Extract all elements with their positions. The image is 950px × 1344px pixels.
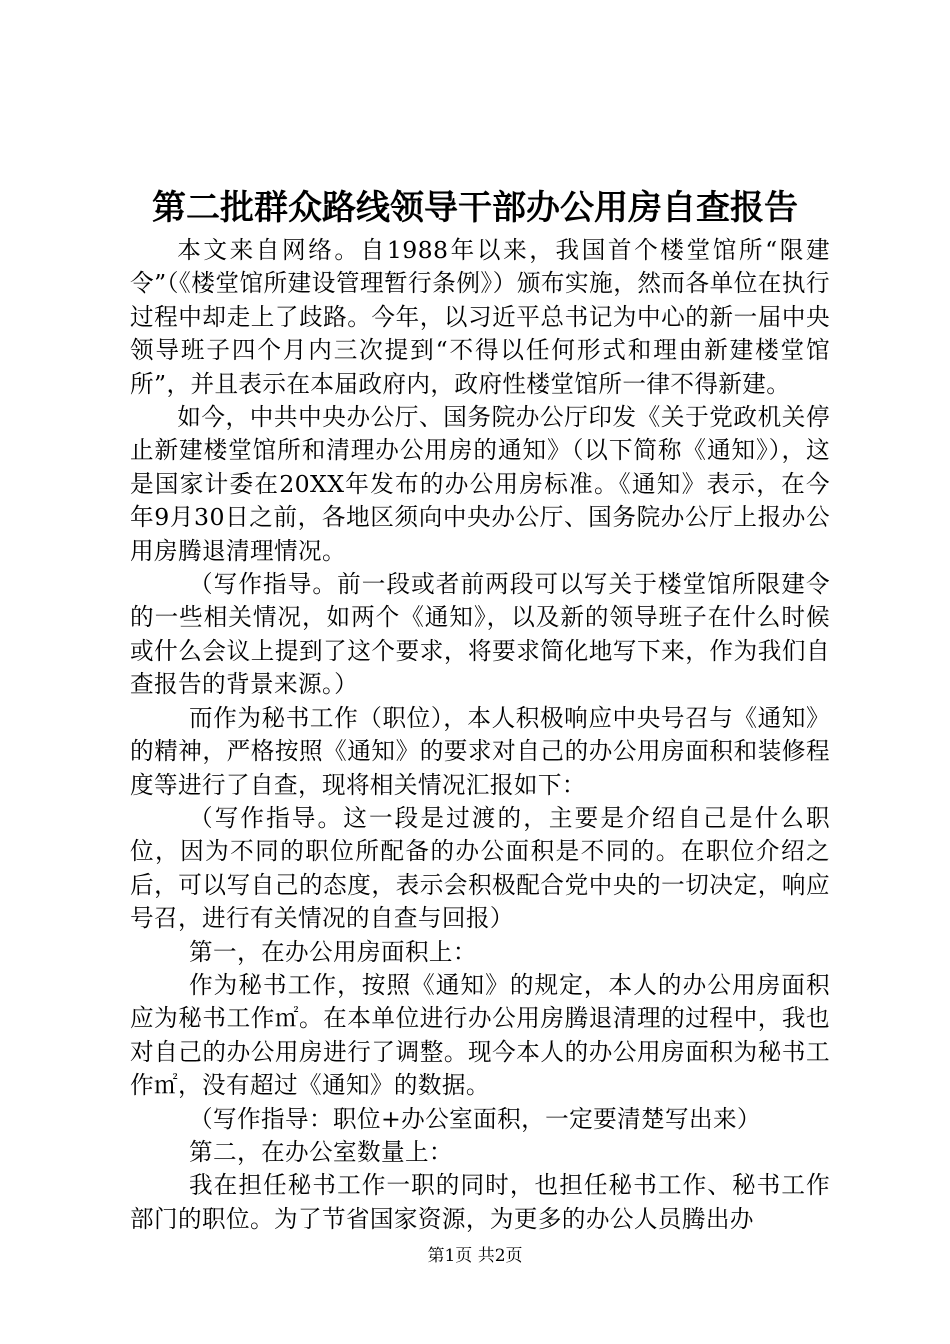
document-title: 第二批群众路线领导干部办公用房自查报告 bbox=[152, 188, 798, 228]
paragraph-writing-guide-1: （写作指导。前一段或者前两段可以写关于楼堂馆所限建令的一些相关情况，如两个《通知》，以及新的领导班子在什么时候或什么会议上提到了这个要求，将要求简化地写下来，作为我们自查报告的背景来源。） bbox=[130, 570, 830, 699]
paragraph-office-area: 作为秘书工作，按照《通知》的规定，本人的办公用房面积应为秘书工作㎡。在本单位进行办公用房腾退清理的过程中，我也对自己的办公用房进行了调整。现今本人的办公用房面积为秘书工作㎡，没有超过《通知》的数据。 bbox=[130, 970, 830, 1100]
section-heading-2: 第二，在办公室数量上： bbox=[189, 1137, 453, 1166]
paragraph-writing-guide-3: （写作指导：职位+办公室面积，一定要清楚写出来） bbox=[189, 1104, 762, 1133]
paragraph-position: 而作为秘书工作（职位），本人积极响应中央号召与《通知》的精神，严格按照《通知》的要求对自己的办公用房面积和装修程度等进行了自查，现将相关情况汇报如下： bbox=[130, 703, 830, 799]
paragraph-office-count: 我在担任秘书工作一职的同时，也担任秘书工作、秘书工作部门的职位。为了节省国家资源，为更多的办公人员腾出办 bbox=[130, 1171, 830, 1233]
document-body bbox=[130, 234, 830, 1236]
paragraph-writing-guide-2: （写作指导。这一段是过渡的，主要是介绍自己是什么职位，因为不同的职位所配备的办公面积是不同的。在职位介绍之后，可以写自己的态度，表示会积极配合党中央的一切决定，响应号召，进行有关情况的自查与回报） bbox=[130, 803, 830, 933]
section-heading-1: 第一，在办公用房面积上： bbox=[189, 937, 477, 966]
paragraph-intro: 本文来自网络。自1988年以来，我国首个楼堂馆所“限建令”（《楼堂馆所建设管理暂行条例》）颁布实施，然而各单位在执行过程中却走上了歧路。今年，以习近平总书记为中心的新一届中央领导班子四个月内三次提到“不得以任何形式和理由新建楼堂馆所”，并且表示在本届政府内，政府性楼堂馆所一律不得新建。 bbox=[130, 236, 830, 398]
paragraph-notice: 如今，中共中央办公厅、国务院办公厅印发《关于党政机关停止新建楼堂馆所和清理办公用房的通知》（以下简称《通知》），这是国家计委在20XX年发布的办公用房标准。《通知》表示，在今年9月30日之前，各地区须向中央办公厅、国务院办公厅上报办公用房腾退清理情况。 bbox=[130, 403, 830, 565]
page-footer: 第1页 共2页 bbox=[427, 1246, 523, 1266]
